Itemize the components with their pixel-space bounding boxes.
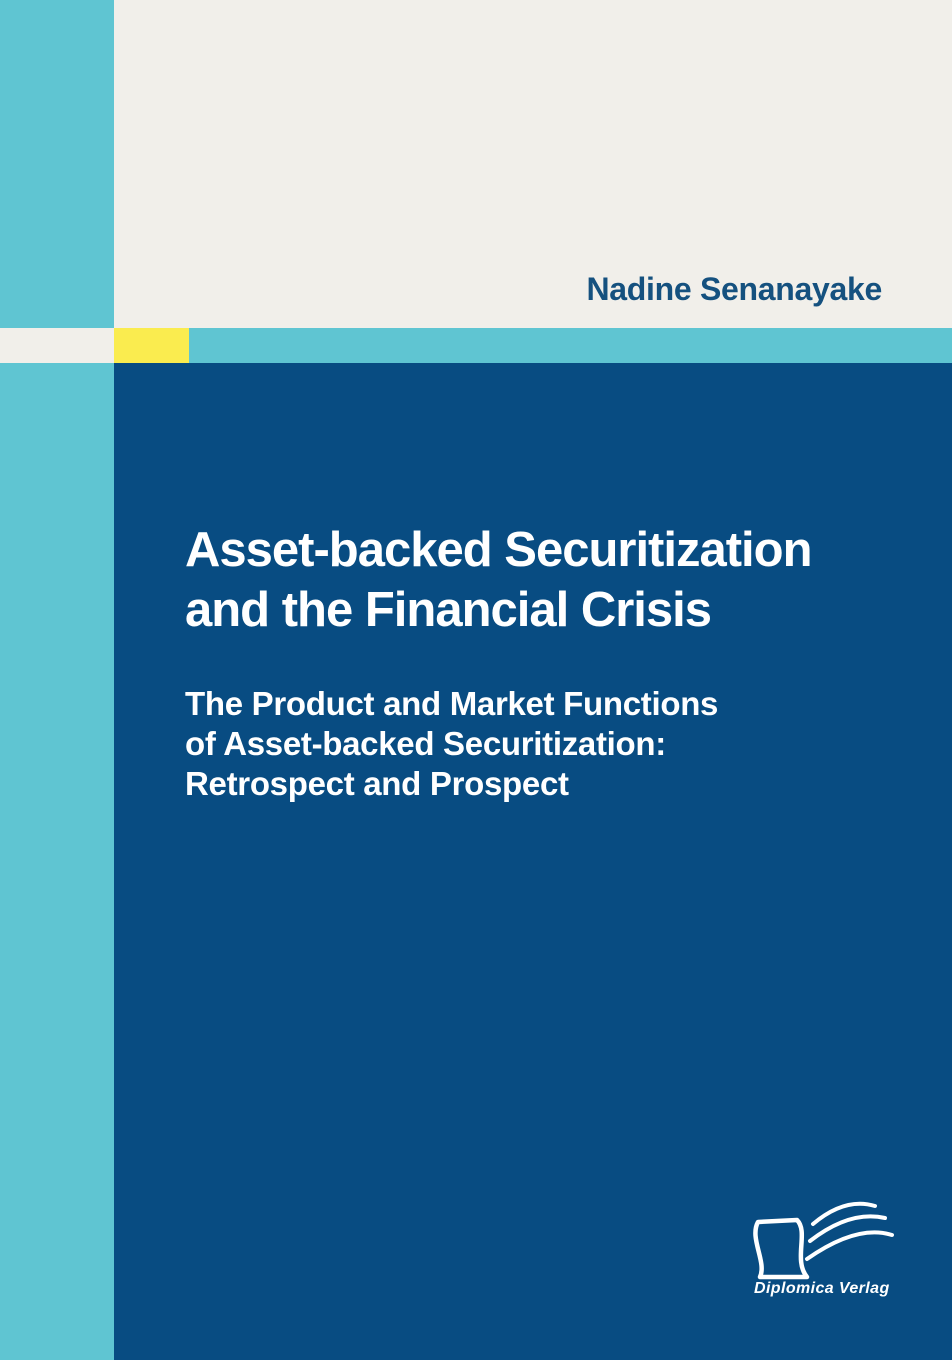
- author-name: Nadine Senanayake: [586, 271, 882, 307]
- left-teal-stripe-top: [0, 0, 114, 328]
- left-teal-stripe-bottom: [0, 363, 114, 1360]
- book-title: [185, 520, 912, 640]
- book-subtitle-line-3: Retrospect and Prospect: [185, 765, 569, 802]
- book-subtitle-line-1: The Product and Market Functions: [185, 685, 719, 722]
- band-teal-segment: [189, 328, 952, 363]
- band-yellow-accent: [114, 328, 189, 363]
- book-subtitle: [185, 684, 912, 804]
- band-offwhite-segment: [0, 328, 114, 363]
- book-subtitle-line-2: of Asset-backed Securitization:: [185, 725, 666, 762]
- book-title-line-1: Asset-backed Securitization: [185, 523, 812, 577]
- publisher-logo: [745, 1190, 910, 1305]
- publisher-wordmark: Diplomica Verlag: [754, 1280, 890, 1297]
- book-title-line-2: and the Financial Crisis: [185, 583, 712, 637]
